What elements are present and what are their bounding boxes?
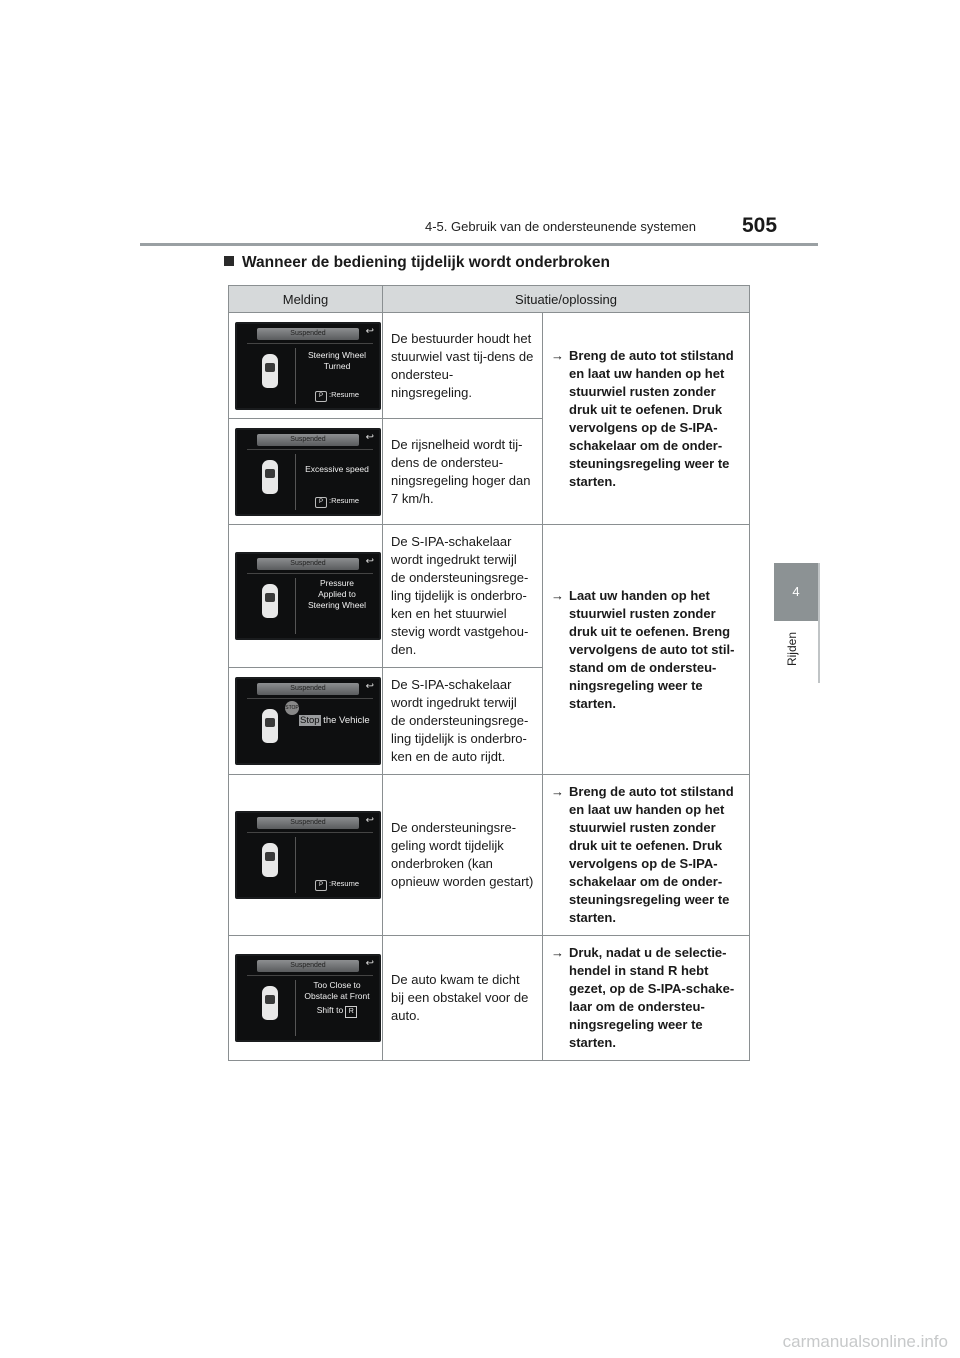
melding-cell	[229, 525, 383, 668]
screen-divider	[247, 975, 373, 976]
back-icon: ↩	[365, 556, 374, 567]
screen-divider	[247, 832, 373, 833]
back-icon: ↩	[365, 325, 374, 337]
screen-message	[299, 464, 375, 475]
screen-message-line: Excessive speed	[305, 463, 369, 474]
screen-divider	[247, 698, 373, 699]
resume-hint	[315, 879, 359, 891]
solution-cell	[543, 313, 750, 525]
section-heading	[224, 254, 610, 272]
car-icon	[262, 584, 278, 618]
stop-sign-icon: STOP	[285, 701, 299, 715]
table-row	[229, 936, 750, 1061]
situation-cell: De ondersteuningsre-geling wordt tijdelijk onderbroken (kan opnieuw worden gestart)	[383, 775, 543, 936]
square-bullet-icon	[224, 256, 234, 266]
car-icon	[262, 709, 278, 743]
screen-separator	[295, 578, 296, 634]
table-row	[229, 313, 750, 419]
situation-cell: De auto kwam te dicht bij een obstakel voor de auto.	[383, 936, 543, 1061]
section-title: 4-5. Gebruik van de ondersteunende systemen	[425, 219, 697, 234]
solution	[551, 944, 741, 1052]
screen-divider	[247, 449, 373, 450]
parking-button-icon: P	[315, 391, 327, 402]
display-screenshot	[235, 811, 381, 899]
screen-divider	[247, 573, 373, 574]
solution-cell	[543, 775, 750, 936]
melding-cell	[229, 775, 383, 936]
shift-text: Shift to	[316, 1005, 344, 1015]
table-header-row	[229, 286, 750, 313]
melding-cell	[229, 419, 383, 525]
arrow-icon: →	[551, 347, 564, 363]
chapter-tab-line	[818, 563, 820, 683]
table-row	[229, 525, 750, 668]
solution	[551, 783, 741, 927]
resume-text: :Resume	[329, 389, 360, 399]
suspended-bar: Suspended	[257, 328, 359, 340]
chapter-number: 4	[792, 584, 800, 599]
back-icon: ↩	[365, 958, 374, 969]
screen-message-line: Too Close to	[313, 980, 361, 990]
resume-hint	[315, 390, 359, 402]
situation-cell: De rijsnelheid wordt tij-dens de ondersteu-ningsregeling hoger dan 7 km/h.	[383, 419, 543, 525]
melding-cell	[229, 313, 383, 419]
screen-message-line: Applied to	[318, 589, 356, 599]
solution	[551, 587, 741, 713]
parking-button-icon: P	[315, 880, 327, 891]
back-icon: ↩	[365, 815, 374, 826]
screen-message-line: Obstacle at Front	[304, 991, 370, 1001]
resume-text: :Resume	[329, 495, 360, 505]
display-screenshot	[235, 428, 381, 516]
arrow-icon: →	[551, 784, 564, 799]
screen-message	[299, 578, 375, 611]
stop-rest: the Vehicle	[320, 715, 370, 726]
solution-text: Druk, nadat u de selectie-hendel in stand R hebt gezet, op de S-IPA-schake-laar om de ondersteu-ningsregeling weer te starten.	[569, 945, 735, 1050]
screen-message-line	[299, 1005, 375, 1018]
solution-text: Breng de auto tot stilstand en laat uw handen op het stuurwiel rusten zonder druk uit te oefenen. Druk vervolgens op de S-IPA-schakelaar om de onder-steuningsregeling weer te starten.	[569, 784, 734, 925]
resume-hint	[315, 496, 359, 508]
screen-separator	[295, 348, 296, 404]
situation-cell: De S-IPA-schakelaar wordt ingedrukt terwijl de ondersteuningsrege-ling tijdelijk is onderbro-ken en het stuurwiel stevig wordt vastgehou-den.	[383, 525, 543, 668]
screen-message-line: Turned	[323, 360, 351, 371]
display-screenshot	[235, 552, 381, 640]
situation-cell: De S-IPA-schakelaar wordt ingedrukt terwijl de ondersteuningsrege-ling tijdelijk is onderbro-ken en de auto rijdt.	[383, 668, 543, 775]
suspended-bar: Suspended	[257, 683, 359, 695]
screen-divider	[247, 343, 373, 344]
screen-message-line: Steering Wheel	[307, 600, 367, 610]
screen-message	[299, 350, 375, 372]
screen-message-line: Pressure	[319, 578, 354, 588]
suspended-bar: Suspended	[257, 434, 359, 446]
car-icon	[262, 460, 278, 494]
page-number: 505	[742, 214, 778, 237]
car-icon	[262, 843, 278, 877]
gear-r-icon: R	[345, 1006, 357, 1018]
suspended-bar: Suspended	[257, 817, 359, 829]
screen-separator	[295, 980, 296, 1036]
back-icon: ↩	[365, 431, 374, 443]
display-screenshot	[235, 322, 381, 410]
parking-button-icon: P	[315, 497, 327, 508]
header-rule	[140, 243, 818, 246]
display-screenshot	[235, 677, 381, 765]
car-icon	[262, 986, 278, 1020]
screen-separator	[295, 454, 296, 510]
section-heading-text: Wanneer de bediening tijdelijk wordt onderbroken	[242, 254, 611, 271]
situation-cell: De bestuurder houdt het stuurwiel vast tij-dens de ondersteu-ningsregeling.	[383, 313, 543, 419]
screen-message	[299, 715, 370, 726]
col-header-melding: Melding	[229, 286, 383, 313]
back-icon: ↩	[365, 681, 374, 692]
arrow-icon: →	[551, 587, 564, 603]
melding-cell	[229, 668, 383, 775]
arrow-icon: →	[551, 945, 564, 960]
messages-table	[228, 285, 750, 1061]
suspended-bar: Suspended	[257, 558, 359, 570]
screen-message-line: Steering Wheel	[307, 349, 367, 360]
solution-text: Laat uw handen op het stuurwiel rusten zonder druk uit te oefenen. Breng vervolgens de auto tot stil-stand om de ondersteu-ningsregeling weer te starten.	[569, 587, 735, 711]
table-row	[229, 775, 750, 936]
col-header-situatie: Situatie/oplossing	[383, 286, 750, 313]
solution-cell	[543, 525, 750, 775]
suspended-bar: Suspended	[257, 960, 359, 972]
melding-cell	[229, 936, 383, 1061]
screen-message	[299, 980, 375, 1018]
chapter-tab	[774, 563, 818, 621]
resume-text: :Resume	[329, 879, 360, 888]
display-screenshot	[235, 954, 381, 1042]
solution	[551, 347, 741, 491]
stop-word: Stop	[300, 715, 320, 726]
chapter-label: Rijden	[785, 632, 799, 667]
screen-separator	[295, 837, 296, 893]
footer-watermark: carmanualsonline.info	[782, 1332, 948, 1351]
solution-cell	[543, 936, 750, 1061]
car-icon	[262, 354, 278, 388]
solution-text: Breng de auto tot stilstand en laat uw handen op het stuurwiel rusten zonder druk uit te oefenen. Druk vervolgens op de S-IPA-schakelaar om de onder-steuningsregeling weer te starten.	[569, 347, 734, 489]
